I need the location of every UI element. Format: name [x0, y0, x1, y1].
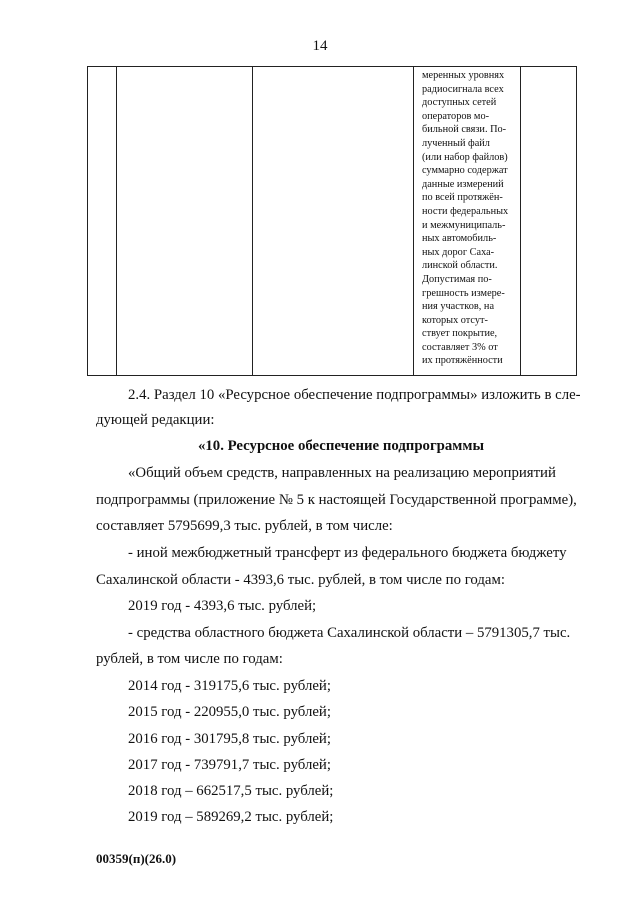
year-amount: 2016 год - 301795,8 тыс. рублей; — [128, 731, 331, 747]
table-cell-line: составляет 3% от — [422, 341, 498, 353]
year-amount: 2014 год - 319175,6 тыс. рублей; — [128, 678, 331, 694]
continued-table — [87, 66, 577, 376]
table-cell-description — [414, 67, 521, 376]
table-cell-line: ных автомобиль- — [422, 233, 497, 245]
table-cell-2 — [117, 67, 253, 376]
table-cell-line: Допустимая по- — [422, 273, 492, 285]
table-cell-text — [414, 67, 520, 368]
paragraph-line: подпрограммы (приложение № 5 к настоящей Государственной программе), — [96, 492, 577, 508]
table-cell-line: данные измерений — [422, 178, 504, 190]
table-cell-line: меренных уровнях — [422, 70, 505, 81]
paragraph-line: рублей, в том числе по годам: — [96, 651, 283, 667]
year-amount: 2019 год - 4393,6 тыс. рублей; — [128, 598, 317, 614]
year-amount: 2015 год - 220955,0 тыс. рублей; — [128, 704, 331, 720]
document-code: 00359(п)(26.0) — [96, 851, 177, 866]
year-amount: 2017 год - 739791,7 тыс. рублей; — [128, 757, 331, 773]
table-cell-1 — [88, 67, 117, 376]
table-row — [88, 67, 577, 376]
table-cell-line: по всей протяжён- — [422, 192, 503, 204]
table-cell-line: грешность измере- — [422, 287, 505, 299]
paragraph-line: - средства областного бюджета Сахалинской области – 5791305,7 тыс. — [128, 625, 571, 641]
table-cell-line: ности федеральных — [422, 205, 509, 217]
paragraph-line: - иной межбюджетный трансферт из федерального бюджета бюджету — [128, 545, 567, 561]
paragraph-line: «Общий объем средств, направленных на реализацию мероприятий — [128, 465, 556, 481]
paragraph-line: 2.4. Раздел 10 «Ресурсное обеспечение подпрограммы» изложить в сле- — [128, 387, 581, 403]
table-cell-line: линской области. — [422, 260, 498, 272]
table-cell-line: операторов мо- — [422, 110, 490, 122]
table-cell-3 — [253, 67, 414, 376]
table-cell-5 — [521, 67, 577, 376]
table-cell-line: лученный файл — [422, 137, 490, 149]
table-cell-line: радиосигнала всех — [422, 83, 504, 95]
paragraph-line: составляет 5795699,3 тыс. рублей, в том числе: — [96, 518, 393, 534]
year-amount: 2019 год – 589269,2 тыс. рублей; — [128, 809, 334, 825]
paragraph-line: Сахалинской области - 4393,6 тыс. рублей, в том числе по годам: — [96, 572, 505, 588]
table-cell-line: бильной связи. По- — [422, 124, 507, 136]
table-cell-line: ствует покрытие, — [422, 328, 498, 340]
table-cell-line: их протяжённости — [422, 355, 503, 367]
year-amount: 2018 год – 662517,5 тыс. рублей; — [128, 783, 334, 799]
table-cell-line: суммарно содержат — [422, 165, 508, 177]
table-cell-line: доступных сетей — [422, 97, 497, 109]
page-number: 14 — [312, 38, 328, 54]
table-cell-line: которых отсут- — [422, 314, 488, 326]
table-cell-line: и межмуниципаль- — [422, 219, 506, 231]
table-cell-line: ния участков, на — [422, 301, 495, 313]
table-cell-line: (или набор файлов) — [422, 151, 508, 163]
section-heading: «10. Ресурсное обеспечение подпрограммы — [198, 438, 485, 454]
table-cell-line: ных дорог Саха- — [422, 246, 495, 258]
paragraph-line: дующей редакции: — [96, 412, 215, 428]
